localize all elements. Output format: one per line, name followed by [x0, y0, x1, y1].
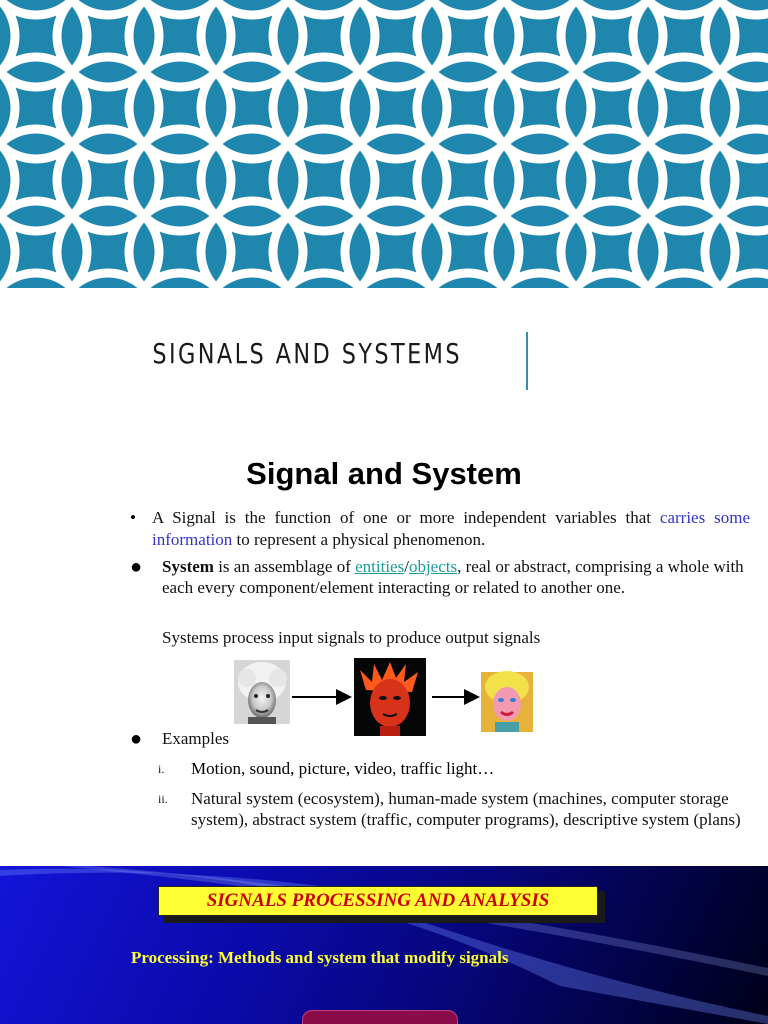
title-accent-bar [526, 332, 528, 390]
slide-title: SIGNALS AND SYSTEMS [152, 337, 463, 370]
title-slide [0, 0, 768, 420]
content-slide [0, 420, 768, 866]
link-separator: / [404, 557, 409, 576]
system-definition-a: is an assemblage of [213, 557, 356, 576]
signal-definition-highlight: carries some information [152, 508, 750, 549]
examples-label: Examples [162, 729, 230, 748]
slide-heading: Signal and System [246, 456, 522, 491]
system-portrait-red [354, 658, 426, 736]
processing-banner: SIGNALS PROCESSING AND ANALYSIS [158, 886, 598, 916]
processing-slide [0, 866, 768, 1024]
objects-link[interactable]: objects [408, 557, 458, 576]
example-item: Natural system (ecosystem), human-made system (machines, computer storage system), abstract system (traffic, computer programs), descriptive system (plans) [191, 789, 741, 829]
system-term: System [162, 557, 214, 576]
input-portrait-bw [234, 660, 290, 724]
system-definition-b: , real or abstract, comprising a whole with each every component/element interacting or related to another one. [162, 557, 744, 597]
example-item: Motion, sound, picture, video, traffic light… [191, 759, 495, 778]
example-number: i. [158, 762, 165, 776]
bullet-marker: • [130, 508, 136, 527]
signal-definition-end: to represent a physical phenomenon. [232, 530, 486, 549]
bullet-marker: ● [130, 728, 143, 750]
process-statement: Systems process input signals to produce output signals [162, 628, 541, 647]
partial-button-shape [302, 1010, 458, 1024]
entities-link[interactable]: entities [355, 557, 405, 576]
example-number: ii. [158, 792, 168, 806]
output-portrait-color [481, 671, 533, 732]
processing-definition: Processing: Methods and system that modify signals [131, 948, 509, 967]
bullet-marker: ● [130, 556, 143, 578]
signal-definition-start: A Signal is the function of one or more independent variables that [152, 508, 660, 527]
decorative-circle-pattern [0, 0, 768, 288]
